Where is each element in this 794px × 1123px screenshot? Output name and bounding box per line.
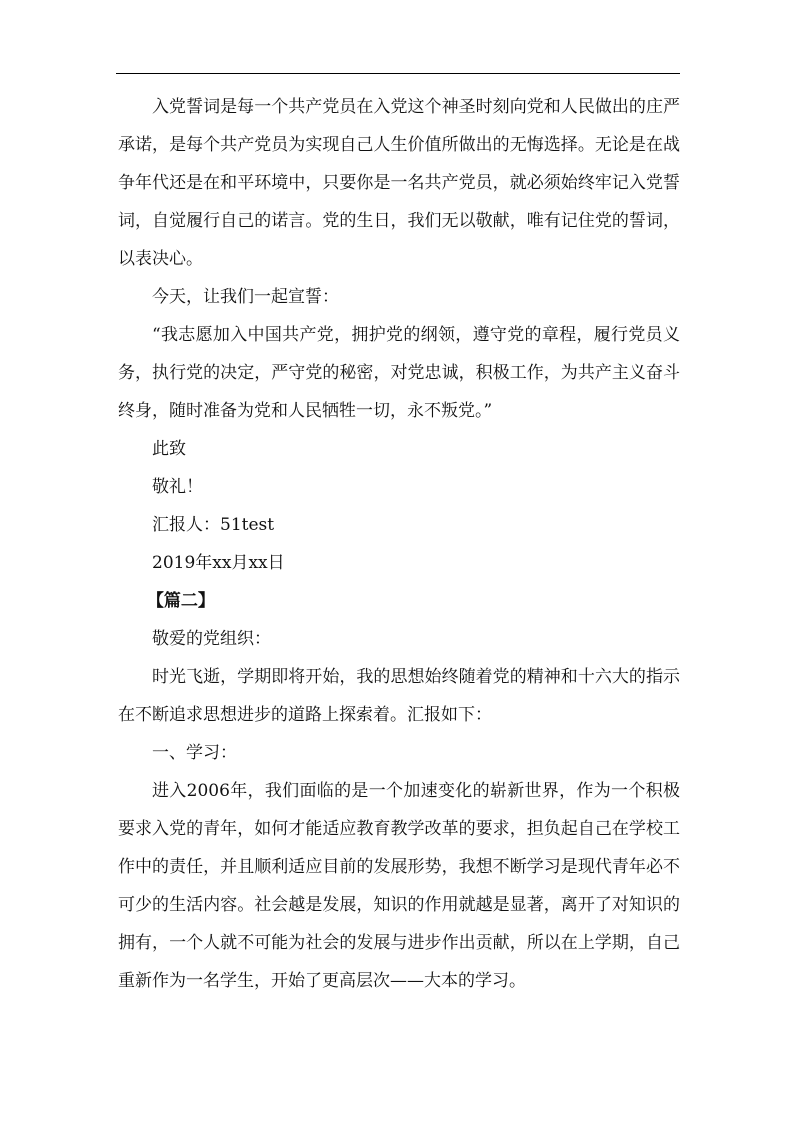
section-two-greeting: 敬爱的党组织： [152, 629, 271, 649]
paragraph-oath-intro: 入党誓词是每一个共产党员在入党这个神圣时刻向党和人民做出的庄严承诺，是每个共产党员为实现自己人生价值所做出的无悔选择。无论是在战争年代还是在和平环境中，只要你是一名共产党员，就必须始终牢记入党誓词，自觉履行自己的诺言。党的生日，我们无以敬献，唯有记住党的誓词，以表决心。 [118, 97, 680, 269]
closing-salutation-1: 此致 [152, 439, 186, 459]
section-two-subheading: 一、学习： [152, 743, 237, 763]
reporter-line: 汇报人：51test [152, 515, 275, 535]
closing-salutation-2: 敬礼！ [152, 477, 203, 497]
section-two-body: 进入2006年，我们面临的是一个加速变化的崭新世界，作为一个积极要求入党的青年，如何才能适应教育教学改革的要求，担负起自己在学校工作中的责任，并且顺利适应目前的发展形势，我想不断学习是现代青年必不可少的生活内容。社会越是发展，知识的作用就越是显著，离开了对知识的拥有，一个人就不可能为社会的发展与进步作出贡献，所以在上学期，自己重新作为一名学生，开始了更高层次——大本的学习。 [118, 781, 680, 991]
paragraph-pledge-lead: 今天，让我们一起宣誓： [152, 287, 339, 307]
date-line: 2019年xx月xx日 [152, 553, 285, 573]
header-rule [116, 73, 680, 74]
document-body [118, 88, 680, 1000]
paragraph-oath-text: “我志愿加入中国共产党，拥护党的纲领，遵守党的章程，履行党员义务，执行党的决定，严守党的秘密，对党忠诚，积极工作，为共产主义奋斗终身，随时准备为党和人民牺牲一切，永不叛党。” [118, 325, 680, 421]
section-two-title: 【篇二】 [146, 591, 215, 611]
section-two-intro: 时光飞逝，学期即将开始，我的思想始终随着党的精神和十六大的指示在不断追求思想进步的道路上探索着。汇报如下： [118, 667, 680, 725]
